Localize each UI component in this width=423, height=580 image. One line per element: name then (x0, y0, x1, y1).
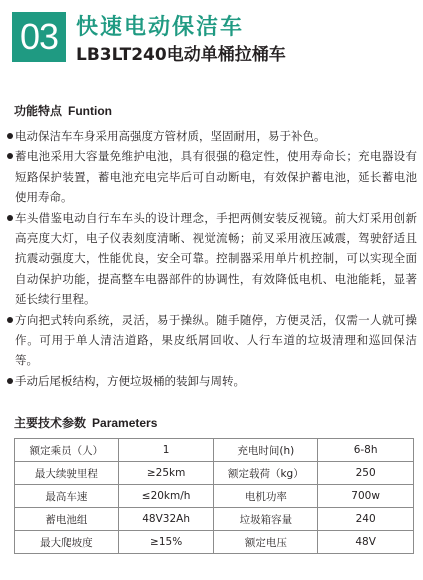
param-value: 240 (318, 508, 414, 531)
param-label: 电机功率 (214, 485, 318, 508)
bullet-icon (7, 153, 13, 159)
feature-item (7, 146, 417, 207)
section-number-badge: 03 (12, 12, 66, 62)
table-row (15, 485, 414, 508)
parameters-table (14, 438, 414, 554)
feature-text: 蓄电池采用大容量免维护电池，具有很强的稳定性，使用寿命长；充电器设有短路保护装置，蓄电池充电完毕后可自动断电，有效保护蓄电池，延长蓄电池使用寿命。 (15, 149, 417, 205)
feature-text: 电动保洁车车身采用高强度方管材质，坚固耐用，易于补色。 (15, 129, 326, 143)
param-value: 48V (318, 531, 414, 554)
feature-item (7, 208, 417, 310)
feature-item (7, 126, 417, 146)
feature-text: 车头借鉴电动自行车车头的设计理念，手把两侧安装反视镜。前大灯采用创新高亮度大灯，电子仪表刻度清晰、视觉流畅；前叉采用液压减震，驾驶舒适且抗震动强度大，性能优良，安全可靠。控制器采用单片机控制，可以实现全面自动保护功能，提高整车电器部件的协调性，有效降低电机、电池能耗，显著延长续行里程。 (15, 210, 417, 307)
table-row (15, 462, 414, 485)
param-label: 额定载荷（kg） (214, 462, 318, 485)
param-value: 1 (118, 439, 214, 462)
feature-item (7, 371, 417, 391)
feature-text: 方向把式转向系统，灵活，易于操纵。随手随停，方便灵活，仅需一人就可操作。可用于单人清洁道路，果皮纸屑回收、人行车道的垃圾清理和巡回保洁等。 (15, 312, 417, 368)
param-label: 额定电压 (214, 531, 318, 554)
param-value: ≥25km (118, 462, 214, 485)
feature-text: 手动后尾板结构，方便垃圾桶的装卸与周转。 (15, 373, 245, 388)
param-label: 最高车速 (15, 485, 119, 508)
product-title: 快速电动保洁车 (76, 15, 245, 40)
param-label: 最大续驶里程 (15, 462, 119, 485)
page-header (12, 10, 412, 66)
param-value: ≤20km/h (118, 485, 214, 508)
param-value: 6-8h (318, 439, 414, 462)
param-label: 额定乘员（人） (15, 439, 119, 462)
param-label: 最大爬坡度 (15, 531, 119, 554)
table-row (15, 531, 414, 554)
param-value: 48V32Ah (118, 508, 214, 531)
feature-list (7, 126, 417, 391)
params-heading-en: Parameters (92, 416, 158, 430)
param-value: 250 (318, 462, 414, 485)
bullet-icon (7, 215, 13, 221)
table-row (15, 439, 414, 462)
bullet-icon (7, 378, 13, 384)
bullet-icon (7, 133, 13, 139)
bullet-icon (7, 317, 13, 323)
table-row (15, 508, 414, 531)
product-model: LB3LT240电动单桶拉桶车 (76, 45, 286, 65)
params-heading (14, 414, 157, 431)
params-heading-cn: 主要技术参数 (14, 416, 87, 430)
param-label: 蓄电池组 (15, 508, 119, 531)
param-label: 充电时间(h) (214, 439, 318, 462)
param-label: 垃圾箱容量 (214, 508, 318, 531)
features-heading-en: Funtion (68, 104, 112, 118)
features-heading (14, 102, 112, 119)
param-value: ≥15% (118, 531, 214, 554)
param-value: 700w (318, 485, 414, 508)
feature-item (7, 310, 417, 371)
features-heading-cn: 功能特点 (14, 104, 63, 118)
